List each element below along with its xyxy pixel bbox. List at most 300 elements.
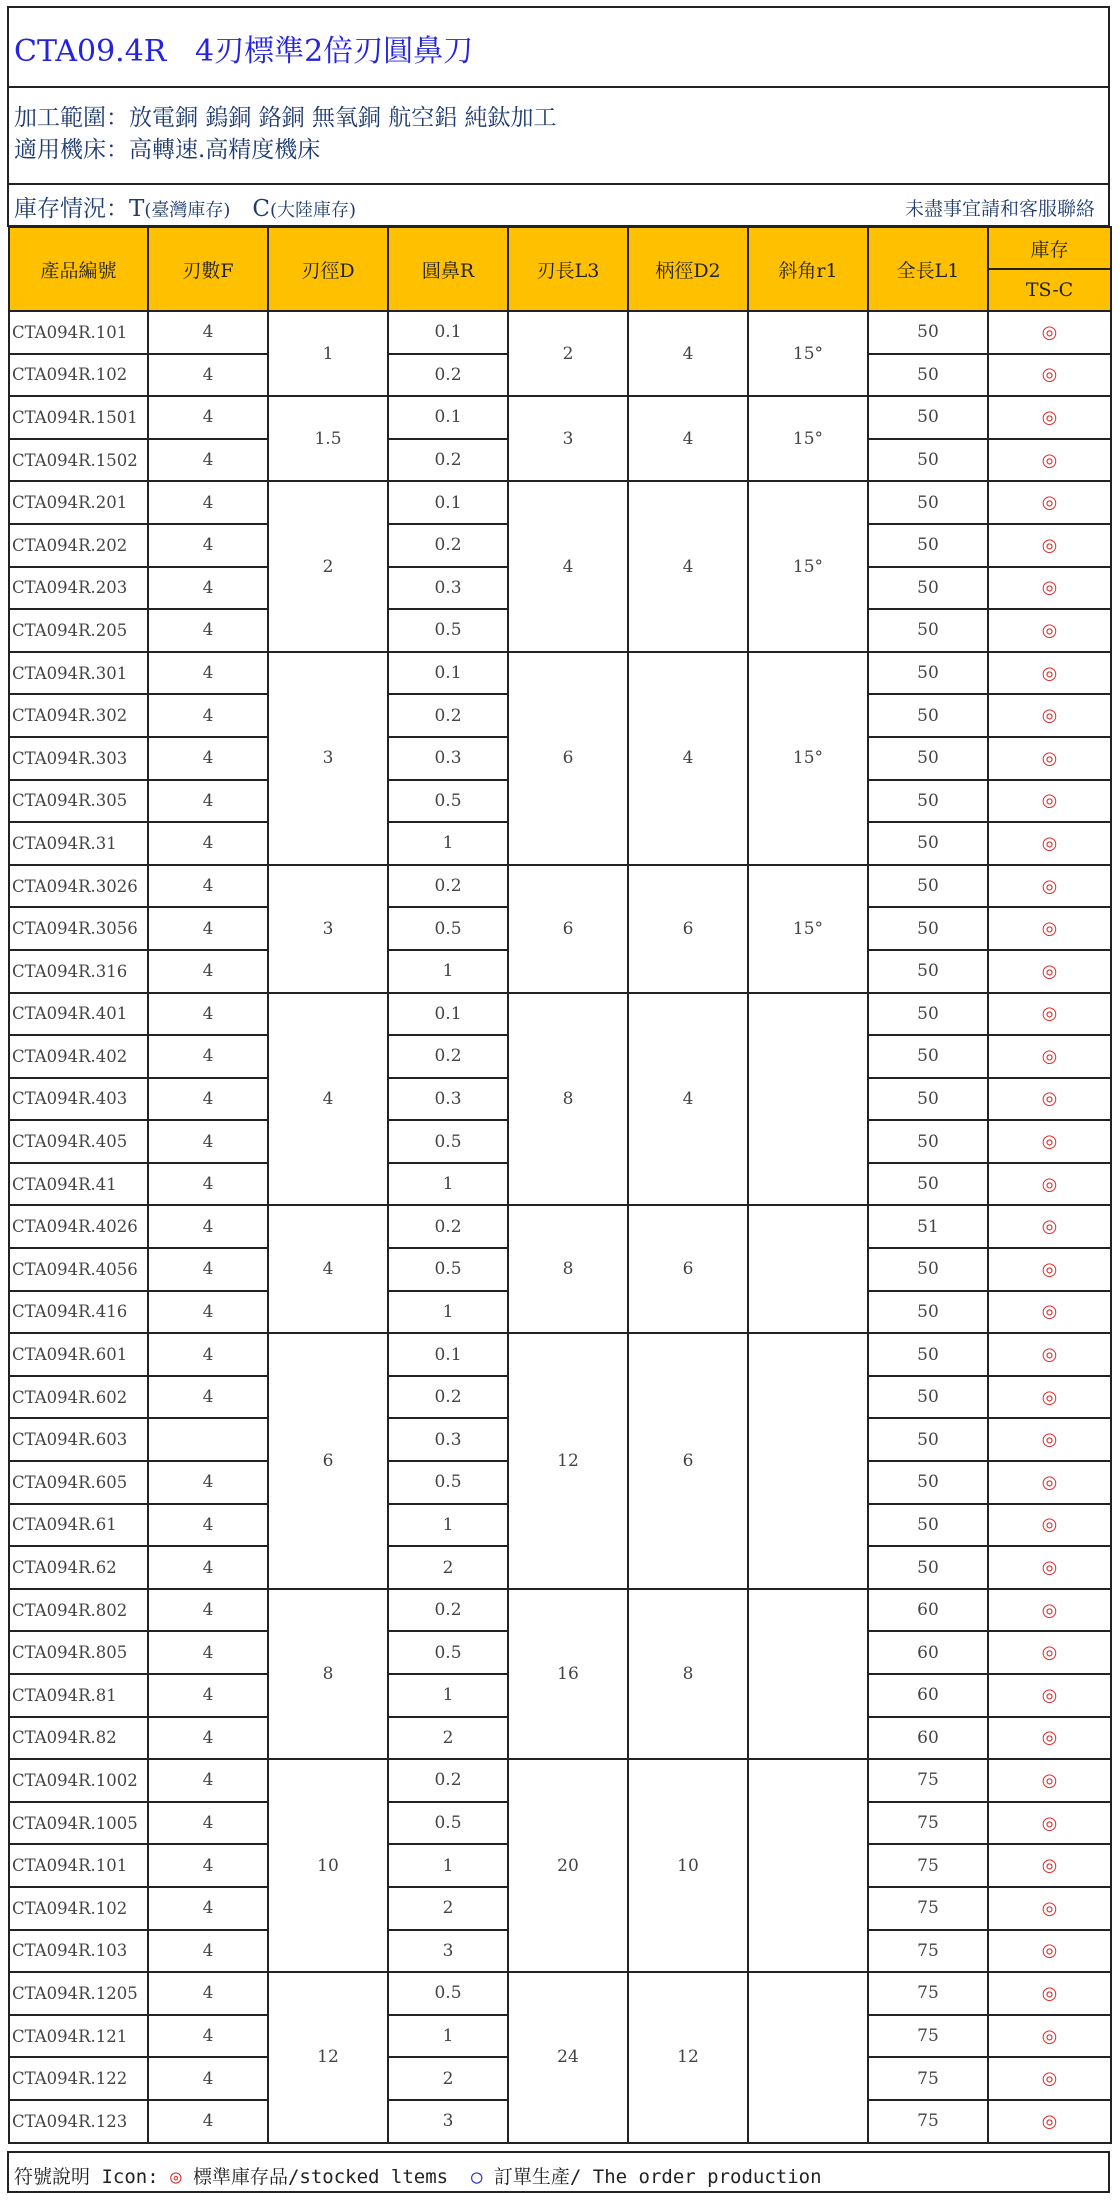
cell-flutes: 4 — [148, 1120, 268, 1163]
cell-flutes: 4 — [148, 1376, 268, 1419]
cell-overall-length: 75 — [868, 1972, 988, 2015]
cell-radius: 0.5 — [388, 1972, 508, 2015]
cell-radius: 0.2 — [388, 1035, 508, 1078]
cell-flutes: 4 — [148, 1248, 268, 1291]
cell-radius: 0.1 — [388, 396, 508, 439]
header-shank: 柄徑D2 — [628, 227, 748, 311]
cell-part-no: CTA094R.41 — [9, 1163, 148, 1206]
cell-overall-length: 60 — [868, 1589, 988, 1632]
cell-overall-length: 50 — [868, 311, 988, 354]
cell-radius: 0.1 — [388, 993, 508, 1036]
cell-overall-length: 50 — [868, 694, 988, 737]
stock-t-code: T — [129, 196, 145, 222]
cell-radius: 0.2 — [388, 694, 508, 737]
cell-flute-length: 6 — [508, 865, 628, 993]
cell-flutes: 4 — [148, 1759, 268, 1802]
header-flute-length: 刃長L3 — [508, 227, 628, 311]
cell-overall-length: 75 — [868, 2100, 988, 2143]
cell-flutes: 4 — [148, 1589, 268, 1632]
cell-flutes: 4 — [148, 694, 268, 737]
cell-radius: 3 — [388, 1930, 508, 1973]
cell-part-no: CTA094R.205 — [9, 609, 148, 652]
cell-diameter: 6 — [268, 1333, 388, 1589]
cell-flutes: 4 — [148, 567, 268, 610]
cell-stock-icon: ◎ — [988, 439, 1111, 482]
cell-flutes: 4 — [148, 1333, 268, 1376]
header-stock-sub: TS-C — [988, 269, 1111, 311]
cell-flutes: 4 — [148, 1291, 268, 1334]
cell-radius: 0.1 — [388, 1333, 508, 1376]
cell-overall-length: 50 — [868, 524, 988, 567]
header-flutes: 刃數F — [148, 227, 268, 311]
cell-part-no: CTA094R.62 — [9, 1546, 148, 1589]
cell-flutes: 4 — [148, 311, 268, 354]
cell-radius: 0.2 — [388, 1205, 508, 1248]
cell-stock-icon: ◎ — [988, 1078, 1111, 1121]
cell-radius: 1 — [388, 1291, 508, 1334]
cell-angle: 15° — [748, 311, 868, 396]
cell-overall-length: 50 — [868, 481, 988, 524]
cell-flutes: 4 — [148, 1972, 268, 2015]
cell-radius: 0.5 — [388, 1631, 508, 1674]
cell-stock-icon: ◎ — [988, 1418, 1111, 1461]
cell-overall-length: 50 — [868, 865, 988, 908]
cell-stock-icon: ◎ — [988, 1546, 1111, 1589]
cell-part-no: CTA094R.82 — [9, 1717, 148, 1760]
cell-stock-icon: ◎ — [988, 1248, 1111, 1291]
cell-stock-icon: ◎ — [988, 907, 1111, 950]
cell-flutes: 4 — [148, 652, 268, 695]
cell-shank: 6 — [628, 1333, 748, 1589]
cell-part-no: CTA094R.31 — [9, 822, 148, 865]
cell-overall-length: 50 — [868, 1333, 988, 1376]
cell-flutes: 4 — [148, 481, 268, 524]
cell-diameter: 4 — [268, 1205, 388, 1333]
cell-stock-icon: ◎ — [988, 1376, 1111, 1419]
cell-shank: 4 — [628, 481, 748, 651]
cell-part-no: CTA094R.1002 — [9, 1759, 148, 1802]
cell-flutes: 4 — [148, 1078, 268, 1121]
cell-part-no: CTA094R.1502 — [9, 439, 148, 482]
cell-overall-length: 50 — [868, 822, 988, 865]
cell-radius: 0.3 — [388, 1418, 508, 1461]
cell-stock-icon: ◎ — [988, 567, 1111, 610]
cell-stock-icon: ◎ — [988, 2015, 1111, 2058]
cell-diameter: 4 — [268, 993, 388, 1206]
cell-stock-icon: ◎ — [988, 1802, 1111, 1845]
cell-overall-length: 50 — [868, 354, 988, 397]
cell-stock-icon: ◎ — [988, 1333, 1111, 1376]
cell-overall-length: 75 — [868, 1802, 988, 1845]
cell-part-no: CTA094R.203 — [9, 567, 148, 610]
cell-flute-length: 4 — [508, 481, 628, 651]
cell-overall-length: 75 — [868, 2057, 988, 2100]
cell-radius: 0.1 — [388, 481, 508, 524]
cell-part-no: CTA094R.605 — [9, 1461, 148, 1504]
order-symbol-icon: ○ — [471, 2166, 483, 2188]
cell-part-no: CTA094R.405 — [9, 1120, 148, 1163]
cell-flutes: 4 — [148, 865, 268, 908]
cell-stock-icon: ◎ — [988, 865, 1111, 908]
cell-angle — [748, 993, 868, 1206]
cell-radius: 0.2 — [388, 1376, 508, 1419]
stock-status-bar — [7, 183, 1110, 227]
cell-angle: 15° — [748, 865, 868, 993]
cell-radius: 0.2 — [388, 1759, 508, 1802]
cell-radius: 2 — [388, 1717, 508, 1760]
cell-stock-icon: ◎ — [988, 694, 1111, 737]
applicable-machine: 適用機床：高轉速.高精度機床 — [14, 137, 321, 163]
cell-flutes: 4 — [148, 1546, 268, 1589]
cell-stock-icon: ◎ — [988, 1205, 1111, 1248]
header-stock: 庫存 — [988, 227, 1111, 269]
cell-radius: 0.5 — [388, 1120, 508, 1163]
cell-overall-length: 50 — [868, 1376, 988, 1419]
cell-flutes: 4 — [148, 1930, 268, 1973]
cell-overall-length: 60 — [868, 1717, 988, 1760]
cell-part-no: CTA094R.416 — [9, 1291, 148, 1334]
cell-overall-length: 50 — [868, 780, 988, 823]
cell-flute-length: 12 — [508, 1333, 628, 1589]
cell-stock-icon: ◎ — [988, 1120, 1111, 1163]
cell-stock-icon: ◎ — [988, 1887, 1111, 1930]
cell-stock-icon: ◎ — [988, 1631, 1111, 1674]
page-title: CTA09.4R 4刃標準2倍刃圓鼻刀 — [7, 6, 1110, 88]
cell-flutes: 4 — [148, 780, 268, 823]
cell-diameter: 1.5 — [268, 396, 388, 481]
cell-diameter: 10 — [268, 1759, 388, 1972]
cell-flutes: 4 — [148, 1631, 268, 1674]
cell-shank: 4 — [628, 652, 748, 865]
cell-diameter: 3 — [268, 652, 388, 865]
cell-overall-length: 50 — [868, 1546, 988, 1589]
cell-flute-length: 2 — [508, 311, 628, 396]
cell-flutes: 4 — [148, 609, 268, 652]
header-diameter: 刃徑D — [268, 227, 388, 311]
cell-stock-icon: ◎ — [988, 524, 1111, 567]
cell-stock-icon: ◎ — [988, 1844, 1111, 1887]
cell-diameter: 8 — [268, 1589, 388, 1759]
cell-shank: 10 — [628, 1759, 748, 1972]
contact-note: 未盡事宜請和客服聯絡 — [904, 198, 1095, 220]
stock-c-code: C — [252, 196, 270, 222]
cell-flute-length: 3 — [508, 396, 628, 481]
symbol-legend — [7, 2151, 1110, 2193]
cell-flutes: 4 — [148, 2057, 268, 2100]
cell-stock-icon: ◎ — [988, 2057, 1111, 2100]
cell-flutes: 4 — [148, 907, 268, 950]
legend-order-text: 訂單生產/ The order production — [482, 2166, 822, 2188]
cell-stock-icon: ◎ — [988, 780, 1111, 823]
cell-part-no: CTA094R.316 — [9, 950, 148, 993]
cell-flutes: 4 — [148, 1844, 268, 1887]
cell-overall-length: 75 — [868, 1759, 988, 1802]
cell-shank: 4 — [628, 993, 748, 1206]
cell-radius: 0.3 — [388, 1078, 508, 1121]
table-row — [9, 1589, 1111, 1632]
cell-radius: 0.3 — [388, 567, 508, 610]
cell-angle — [748, 1205, 868, 1333]
cell-angle — [748, 1589, 868, 1759]
cell-radius: 0.5 — [388, 1461, 508, 1504]
cell-radius: 1 — [388, 1674, 508, 1717]
cell-shank: 4 — [628, 311, 748, 396]
cell-overall-length: 50 — [868, 907, 988, 950]
cell-diameter: 1 — [268, 311, 388, 396]
cell-stock-icon: ◎ — [988, 993, 1111, 1036]
stock-t-note: (臺灣庫存) — [144, 200, 231, 221]
cell-radius: 0.5 — [388, 609, 508, 652]
cell-overall-length: 50 — [868, 439, 988, 482]
cell-stock-icon: ◎ — [988, 1163, 1111, 1206]
cell-overall-length: 50 — [868, 1248, 988, 1291]
cell-stock-icon: ◎ — [988, 822, 1111, 865]
cell-radius: 0.5 — [388, 1802, 508, 1845]
cell-radius: 1 — [388, 1844, 508, 1887]
header-part-no: 產品編號 — [9, 227, 148, 311]
cell-flutes: 4 — [148, 1887, 268, 1930]
cell-part-no: CTA094R.601 — [9, 1333, 148, 1376]
cell-angle: 15° — [748, 481, 868, 651]
cell-overall-length: 50 — [868, 1461, 988, 1504]
cell-flutes: 4 — [148, 2100, 268, 2143]
cell-flutes: 4 — [148, 822, 268, 865]
cell-overall-length: 50 — [868, 1418, 988, 1461]
cell-overall-length: 75 — [868, 1844, 988, 1887]
cell-radius: 2 — [388, 2057, 508, 2100]
cell-stock-icon: ◎ — [988, 1035, 1111, 1078]
cell-radius: 0.3 — [388, 737, 508, 780]
cell-shank: 4 — [628, 396, 748, 481]
cell-stock-icon: ◎ — [988, 2100, 1111, 2143]
cell-stock-icon: ◎ — [988, 737, 1111, 780]
cell-radius: 0.1 — [388, 311, 508, 354]
cell-stock-icon: ◎ — [988, 311, 1111, 354]
cell-flutes: 4 — [148, 1163, 268, 1206]
cell-flutes — [148, 1418, 268, 1461]
cell-flutes: 4 — [148, 1035, 268, 1078]
cell-flutes: 4 — [148, 2015, 268, 2058]
cell-radius: 2 — [388, 1887, 508, 1930]
cell-part-no: CTA094R.3056 — [9, 907, 148, 950]
cell-flutes: 4 — [148, 993, 268, 1036]
cell-part-no: CTA094R.102 — [9, 1887, 148, 1930]
cell-part-no: CTA094R.101 — [9, 311, 148, 354]
cell-part-no: CTA094R.1205 — [9, 1972, 148, 2015]
cell-flutes: 4 — [148, 1461, 268, 1504]
cell-flute-length: 24 — [508, 1972, 628, 2142]
cell-overall-length: 50 — [868, 652, 988, 695]
cell-part-no: CTA094R.805 — [9, 1631, 148, 1674]
cell-stock-icon: ◎ — [988, 354, 1111, 397]
cell-diameter: 2 — [268, 481, 388, 651]
cell-angle — [748, 1333, 868, 1589]
cell-overall-length: 50 — [868, 950, 988, 993]
cell-part-no: CTA094R.103 — [9, 1930, 148, 1973]
cell-part-no: CTA094R.122 — [9, 2057, 148, 2100]
cell-stock-icon: ◎ — [988, 1504, 1111, 1547]
cell-part-no: CTA094R.4056 — [9, 1248, 148, 1291]
cell-overall-length: 60 — [868, 1631, 988, 1674]
cell-part-no: CTA094R.401 — [9, 993, 148, 1036]
cell-part-no: CTA094R.61 — [9, 1504, 148, 1547]
cell-flute-length: 8 — [508, 1205, 628, 1333]
table-row — [9, 1205, 1111, 1248]
cell-radius: 1 — [388, 2015, 508, 2058]
stock-label: 庫存情況： — [14, 196, 129, 222]
cell-radius: 0.2 — [388, 524, 508, 567]
cell-radius: 1 — [388, 950, 508, 993]
machining-range: 加工範圍：放電銅 鎢銅 鉻銅 無氧銅 航空鋁 純鈦加工 — [14, 105, 557, 131]
cell-stock-icon: ◎ — [988, 1589, 1111, 1632]
cell-overall-length: 75 — [868, 2015, 988, 2058]
cell-stock-icon: ◎ — [988, 1461, 1111, 1504]
cell-flute-length: 8 — [508, 993, 628, 1206]
cell-stock-icon: ◎ — [988, 1930, 1111, 1973]
legend-label: 符號說明 Icon: — [14, 2166, 171, 2188]
cell-overall-length: 75 — [868, 1930, 988, 1973]
cell-part-no: CTA094R.802 — [9, 1589, 148, 1632]
cell-diameter: 12 — [268, 1972, 388, 2142]
cell-diameter: 3 — [268, 865, 388, 993]
cell-stock-icon: ◎ — [988, 1759, 1111, 1802]
cell-radius: 1 — [388, 1163, 508, 1206]
cell-radius: 3 — [388, 2100, 508, 2143]
cell-flutes: 4 — [148, 1717, 268, 1760]
cell-overall-length: 75 — [868, 1887, 988, 1930]
cell-part-no: CTA094R.302 — [9, 694, 148, 737]
info-section — [7, 86, 1110, 185]
cell-part-no: CTA094R.403 — [9, 1078, 148, 1121]
cell-flutes: 4 — [148, 737, 268, 780]
table-row — [9, 396, 1111, 439]
cell-overall-length: 50 — [868, 1035, 988, 1078]
cell-radius: 0.5 — [388, 780, 508, 823]
cell-overall-length: 51 — [868, 1205, 988, 1248]
legend-stocked-text: 標準庫存品/stocked ltems — [181, 2166, 471, 2188]
cell-angle — [748, 1759, 868, 1972]
cell-radius: 0.5 — [388, 907, 508, 950]
cell-part-no: CTA094R.402 — [9, 1035, 148, 1078]
header-radius: 圓鼻R — [388, 227, 508, 311]
cell-shank: 8 — [628, 1589, 748, 1759]
cell-part-no: CTA094R.1501 — [9, 396, 148, 439]
cell-radius: 2 — [388, 1546, 508, 1589]
cell-stock-icon: ◎ — [988, 950, 1111, 993]
cell-angle: 15° — [748, 396, 868, 481]
table-row — [9, 993, 1111, 1036]
stock-c-note: (大陸庫存) — [269, 200, 356, 221]
cell-overall-length: 50 — [868, 1504, 988, 1547]
table-row — [9, 481, 1111, 524]
cell-part-no: CTA094R.305 — [9, 780, 148, 823]
cell-overall-length: 60 — [868, 1674, 988, 1717]
cell-overall-length: 50 — [868, 1120, 988, 1163]
cell-flutes: 4 — [148, 1205, 268, 1248]
cell-flute-length: 20 — [508, 1759, 628, 1972]
cell-part-no: CTA094R.81 — [9, 1674, 148, 1717]
table-row — [9, 652, 1111, 695]
cell-part-no: CTA094R.1005 — [9, 1802, 148, 1845]
cell-overall-length: 50 — [868, 993, 988, 1036]
cell-stock-icon: ◎ — [988, 1674, 1111, 1717]
cell-radius: 0.5 — [388, 1248, 508, 1291]
cell-radius: 0.1 — [388, 652, 508, 695]
cell-flutes: 4 — [148, 396, 268, 439]
table-row — [9, 865, 1111, 908]
cell-part-no: CTA094R.123 — [9, 2100, 148, 2143]
cell-stock-icon: ◎ — [988, 396, 1111, 439]
header-angle: 斜角r1 — [748, 227, 868, 311]
cell-part-no: CTA094R.101 — [9, 1844, 148, 1887]
cell-shank: 12 — [628, 1972, 748, 2142]
cell-radius: 0.2 — [388, 865, 508, 908]
table-row — [9, 1333, 1111, 1376]
cell-radius: 1 — [388, 822, 508, 865]
cell-part-no: CTA094R.201 — [9, 481, 148, 524]
table-body — [9, 311, 1111, 2143]
cell-part-no: CTA094R.603 — [9, 1418, 148, 1461]
cell-angle — [748, 1972, 868, 2142]
cell-flutes: 4 — [148, 1504, 268, 1547]
cell-overall-length: 50 — [868, 567, 988, 610]
cell-stock-icon: ◎ — [988, 1717, 1111, 1760]
product-table — [8, 226, 1112, 2144]
cell-flutes: 4 — [148, 1674, 268, 1717]
cell-part-no: CTA094R.102 — [9, 354, 148, 397]
cell-overall-length: 50 — [868, 737, 988, 780]
cell-radius: 1 — [388, 1504, 508, 1547]
cell-part-no: CTA094R.3026 — [9, 865, 148, 908]
cell-stock-icon: ◎ — [988, 481, 1111, 524]
cell-part-no: CTA094R.303 — [9, 737, 148, 780]
cell-overall-length: 50 — [868, 1163, 988, 1206]
stocked-symbol-icon: ◎ — [170, 2166, 182, 2188]
table-header — [9, 227, 1111, 311]
cell-stock-icon: ◎ — [988, 1972, 1111, 2015]
cell-stock-icon: ◎ — [988, 652, 1111, 695]
table-row — [9, 311, 1111, 354]
cell-flute-length: 16 — [508, 1589, 628, 1759]
cell-flutes: 4 — [148, 439, 268, 482]
table-row — [9, 1759, 1111, 1802]
cell-flutes: 4 — [148, 1802, 268, 1845]
cell-part-no: CTA094R.301 — [9, 652, 148, 695]
cell-shank: 6 — [628, 1205, 748, 1333]
cell-flutes: 4 — [148, 950, 268, 993]
stock-legend — [14, 190, 356, 223]
cell-angle: 15° — [748, 652, 868, 865]
cell-part-no: CTA094R.4026 — [9, 1205, 148, 1248]
cell-stock-icon: ◎ — [988, 609, 1111, 652]
cell-flutes: 4 — [148, 524, 268, 567]
cell-overall-length: 50 — [868, 396, 988, 439]
cell-flute-length: 6 — [508, 652, 628, 865]
cell-radius: 0.2 — [388, 439, 508, 482]
cell-part-no: CTA094R.202 — [9, 524, 148, 567]
header-overall-length: 全長L1 — [868, 227, 988, 311]
cell-part-no: CTA094R.121 — [9, 2015, 148, 2058]
cell-flutes: 4 — [148, 354, 268, 397]
cell-radius: 0.2 — [388, 1589, 508, 1632]
table-row — [9, 1972, 1111, 2015]
cell-overall-length: 50 — [868, 609, 988, 652]
cell-overall-length: 50 — [868, 1078, 988, 1121]
cell-part-no: CTA094R.602 — [9, 1376, 148, 1419]
cell-overall-length: 50 — [868, 1291, 988, 1334]
cell-radius: 0.2 — [388, 354, 508, 397]
cell-stock-icon: ◎ — [988, 1291, 1111, 1334]
